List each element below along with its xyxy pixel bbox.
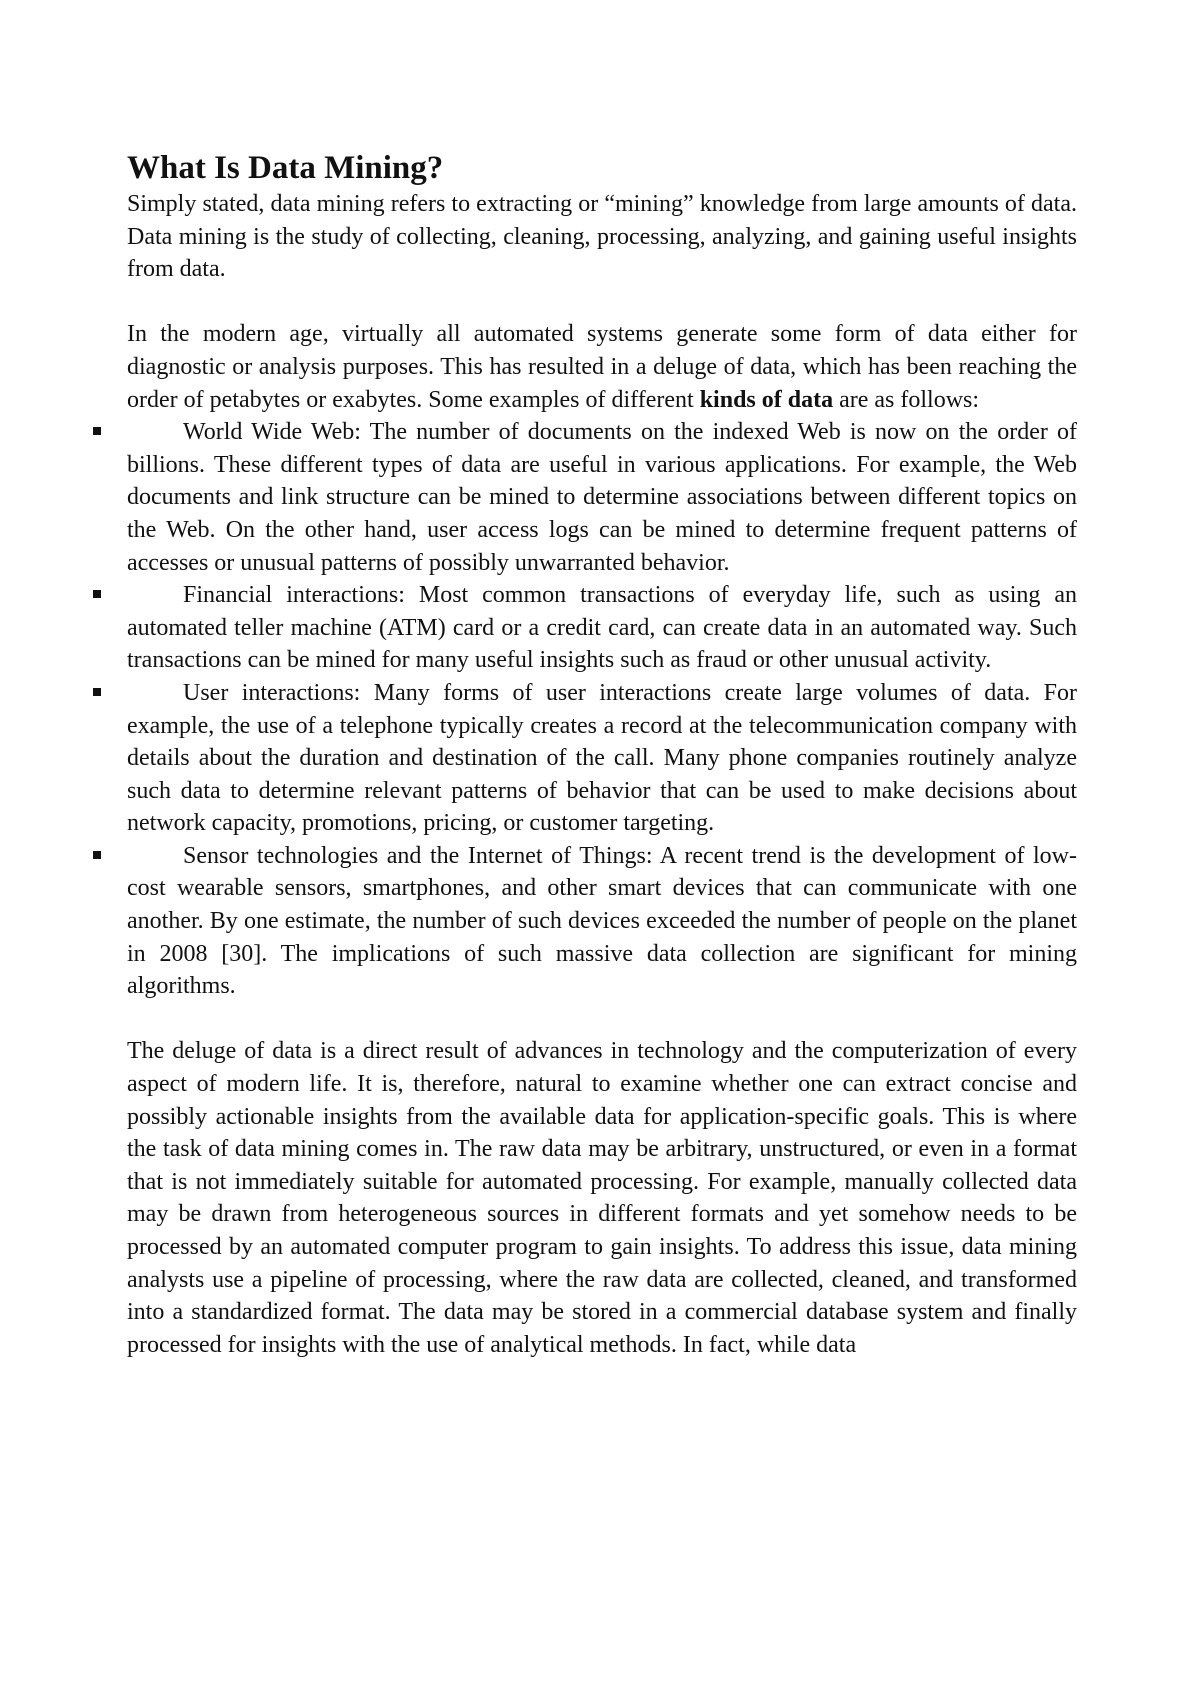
document-page: [127, 148, 1077, 1361]
list-item-world-wide-web: [127, 416, 1077, 579]
intro-paragraph: Simply stated, data mining refers to extracting or “mining” knowledge from large amounts of data. Data mining is the study of collecting, cleaning, processing, analyzing, and gaining useful insights from data.: [127, 191, 1077, 283]
list-item-sensor-technologies: [127, 840, 1077, 1003]
square-bullet-icon: [93, 590, 101, 598]
list-item-text: User interactions: Many forms of user interactions create large volumes of data. For example, the use of a telephone typically creates a record at the telecommunication company with details about the duration and destination of the call. Many phone companies routinely analyze such data to determine relevant patterns of behavior that can be used to make decisions about network capacity, promotions, pricing, or customer targeting.: [127, 679, 1077, 837]
square-bullet-icon: [93, 688, 101, 696]
square-bullet-icon: [93, 851, 101, 859]
square-bullet-icon: [93, 427, 101, 435]
list-item-text: Sensor technologies and the Internet of Things: A recent trend is the development of low-cost wearable sensors, smartphones, and other smart devices that can communicate with one another. By one estimate, the number of such devices exceeded the number of people on the planet in 2008 [30]. The implications of such massive data collection are significant for mining algorithms.: [127, 842, 1077, 1000]
modern-age-text: In the modern age, virtually all automated systems generate some form of data either for diagnostic or analysis purposes. This has resulted in a deluge of data, which has been reaching the order of petabytes or exabytes. Some examples of different: [127, 321, 1077, 413]
deluge-paragraph: The deluge of data is a direct result of advances in technology and the computerization of every aspect of modern life. It is, therefore, natural to examine whether one can extract concise and possibly actionable insights from the available data for application-specific goals. This is where the task of data mining comes in. The raw data may be arbitrary, unstructured, or even in a format that is not immediately suitable for automated processing. For example, manually collected data may be drawn from heterogeneous sources in different formats and yet somehow needs to be processed by an automated computer program to gain insights. To address this issue, data mining analysts use a pipeline of processing, where the raw data are collected, cleaned, and transformed into a standardized format. The data may be stored in a commercial database system and finally processed for insights with the use of analytical methods. In fact, while data: [127, 1038, 1077, 1358]
paragraph-spacer: [127, 286, 1077, 319]
paragraph-spacer: [127, 1003, 1077, 1036]
kinds-of-data-bold: kinds of data: [699, 386, 834, 413]
list-item-user-interactions: [127, 677, 1077, 840]
document-title: What Is Data Mining?: [127, 150, 444, 186]
modern-age-paragraph: [127, 318, 1077, 416]
list-item-financial-interactions: [127, 579, 1077, 677]
modern-age-text-end: are as follows:: [833, 386, 980, 413]
list-item-text: Financial interactions: Most common transactions of everyday life, such as using an automated teller machine (ATM) card or a credit card, can create data in an automated way. Such transactions can be mined for many useful insights such as fraud or other unusual activity.: [127, 582, 1077, 674]
data-kinds-list: [127, 416, 1077, 1003]
list-item-text: World Wide Web: The number of documents on the indexed Web is now on the order of billions. These different types of data are useful in various applications. For example, the Web documents and link structure can be mined to determine associations between different topics on the Web. On the other hand, user access logs can be mined to determine frequent patterns of accesses or unusual patterns of possibly unwarranted behavior.: [127, 419, 1077, 576]
